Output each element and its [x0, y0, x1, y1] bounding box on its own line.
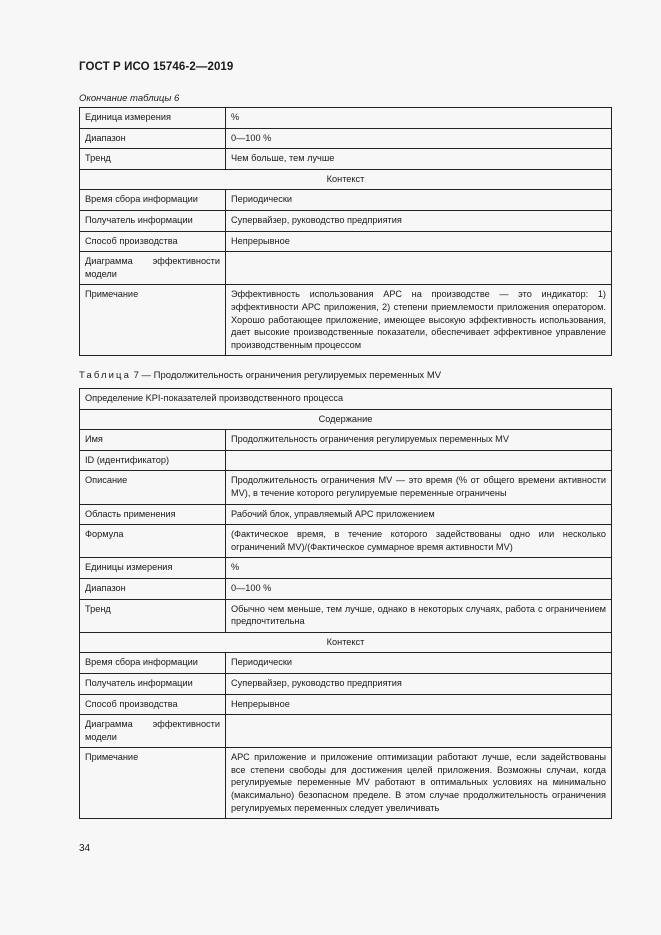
- table-row: [80, 578, 612, 599]
- table-row: [80, 471, 612, 504]
- table-row: [80, 715, 612, 748]
- row-label: Время сбора информации: [80, 190, 226, 211]
- table-row: [80, 599, 612, 632]
- table7-caption-text: 7 — Продолжительность ограничения регулируемых переменных MV: [130, 370, 442, 381]
- section-heading-row: [80, 389, 612, 410]
- row-value: Чем больше, тем лучше: [226, 149, 612, 170]
- table-row: [80, 285, 612, 356]
- row-label: Формула: [80, 525, 226, 558]
- row-label: Тренд: [80, 599, 226, 632]
- row-value: 0—100 %: [226, 578, 612, 599]
- row-value: (Фактическое время, в течение которого задействованы одно или несколько ограничений MV)/(Фактическое суммарное время активности MV): [226, 525, 612, 558]
- row-label: Описание: [80, 471, 226, 504]
- page-number: 34: [79, 843, 91, 854]
- table-row: [80, 558, 612, 579]
- table7-caption: [79, 370, 441, 381]
- row-label: Диапазон: [80, 128, 226, 149]
- row-value: Периодически: [226, 190, 612, 211]
- row-value: Супервайзер, руководство предприятия: [226, 673, 612, 694]
- row-label: Получатель информации: [80, 210, 226, 231]
- table-row: [80, 128, 612, 149]
- row-label: Способ производства: [80, 231, 226, 252]
- row-value: %: [226, 108, 612, 129]
- section-heading-row: [80, 632, 612, 653]
- table-row: [80, 504, 612, 525]
- table-row: [80, 108, 612, 129]
- row-label: Тренд: [80, 149, 226, 170]
- row-label: Получатель информации: [80, 673, 226, 694]
- table6: [79, 107, 612, 356]
- row-label: Единицы измерения: [80, 558, 226, 579]
- table-row: [80, 231, 612, 252]
- row-value: Непрерывное: [226, 694, 612, 715]
- table-row: [80, 430, 612, 451]
- table-row: [80, 210, 612, 231]
- section-heading-row: [80, 409, 612, 430]
- table-row: [80, 653, 612, 674]
- section-heading-row: [80, 169, 612, 190]
- row-value: 0—100 %: [226, 128, 612, 149]
- row-label: Единица измерения: [80, 108, 226, 129]
- content-heading: Содержание: [80, 409, 612, 430]
- row-label: Диаграмма эффективности модели: [80, 252, 226, 285]
- row-label: ID (идентификатор): [80, 450, 226, 471]
- row-value: Обычно чем меньше, тем лучше, однако в некоторых случаях, работа с ограничением предпочтительна: [226, 599, 612, 632]
- table-row: [80, 748, 612, 819]
- table-row: [80, 525, 612, 558]
- row-value: %: [226, 558, 612, 579]
- table-row: [80, 252, 612, 285]
- row-label: Диаграмма эффективности модели: [80, 715, 226, 748]
- context-heading: Контекст: [80, 169, 612, 190]
- definition-heading: Определение KPI-показателей производственного процесса: [80, 389, 612, 410]
- table-row: [80, 450, 612, 471]
- table7: [79, 388, 612, 819]
- row-value: Рабочий блок, управляемый АРС приложением: [226, 504, 612, 525]
- row-value: Непрерывное: [226, 231, 612, 252]
- table-row: [80, 673, 612, 694]
- row-value: [226, 252, 612, 285]
- row-label: Диапазон: [80, 578, 226, 599]
- row-value: Периодически: [226, 653, 612, 674]
- row-value: [226, 450, 612, 471]
- table7-caption-prefix: Таблица: [79, 370, 131, 381]
- row-value: Продолжительность ограничения MV — это время (% от общего времени активности MV), в течение которого регулируемые переменные ограничены: [226, 471, 612, 504]
- row-label: Имя: [80, 430, 226, 451]
- row-label: Примечание: [80, 285, 226, 356]
- table-row: [80, 190, 612, 211]
- row-value: АРС приложение и приложение оптимизации работают лучше, если задействованы все степени свободы для достижения целей приложения. Возможны случаи, когда регулируемые переменные MV работают в оптимальных условиях на минимально (максимально) безопасном пределе. В этом случае продолжительность ограничения регулируемых переменных следует увеличивать: [226, 748, 612, 819]
- row-value: Эффективность использования АРС на производстве — это индикатор: 1) эффективности АРС приложения, 2) степени приемлемости приложения оператором. Хорошо работающее приложение, имеющее высокую эффективность использования, дает высокие производственные показатели, обеспечивает эффективное управление производственным процессом: [226, 285, 612, 356]
- document-code: ГОСТ Р ИСО 15746-2—2019: [79, 61, 234, 73]
- context-heading: Контекст: [80, 632, 612, 653]
- table6-caption: Окончание таблицы 6: [79, 93, 180, 104]
- row-label: Примечание: [80, 748, 226, 819]
- row-label: Область применения: [80, 504, 226, 525]
- row-value: [226, 715, 612, 748]
- row-value: Продолжительность ограничения регулируемых переменных MV: [226, 430, 612, 451]
- table-row: [80, 149, 612, 170]
- row-label: Способ производства: [80, 694, 226, 715]
- row-value: Супервайзер, руководство предприятия: [226, 210, 612, 231]
- table-row: [80, 694, 612, 715]
- row-label: Время сбора информации: [80, 653, 226, 674]
